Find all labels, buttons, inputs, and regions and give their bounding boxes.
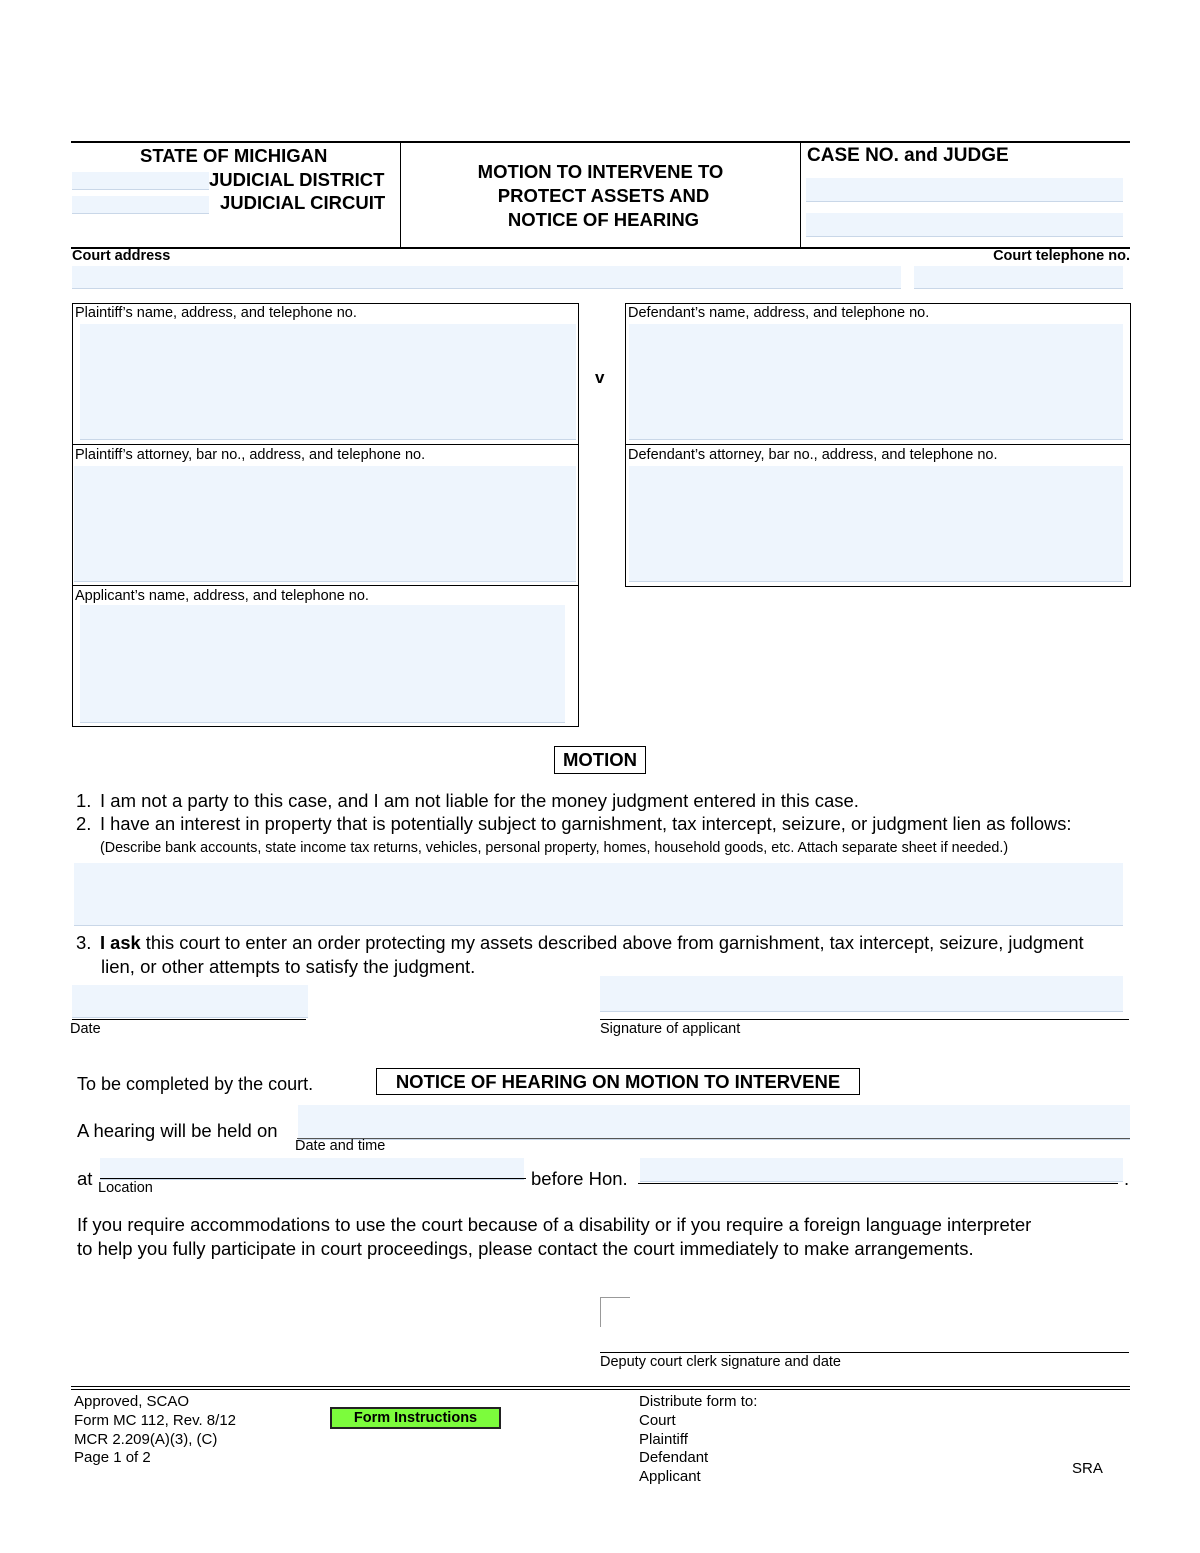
- location-label: Location: [98, 1180, 153, 1196]
- applicant-label: Applicant’s name, address, and telephone no.: [75, 588, 369, 604]
- form-title-line3: NOTICE OF HEARING: [507, 209, 700, 230]
- defendant-attorney-label: Defendant’s attorney, bar no., address, and telephone no.: [628, 447, 998, 463]
- defendant-box-divider: [625, 444, 1131, 445]
- court-telephone-label: Court telephone no.: [993, 248, 1130, 264]
- page-number: Page 1 of 2: [74, 1449, 151, 1466]
- distribute-court: Court: [639, 1412, 676, 1429]
- court-address-field[interactable]: [72, 266, 901, 289]
- accommodation-line2: to help you fully participate in court proceedings, please contact the court immediately to make arrangements.: [77, 1238, 974, 1259]
- notice-heading: NOTICE OF HEARING ON MOTION TO INTERVENE: [376, 1068, 860, 1095]
- plaintiff-attorney-label: Plaintiff’s attorney, bar no., address, and telephone no.: [75, 447, 426, 463]
- accommodation-line1: If you require accommodations to use the court because of a disability or if you require a foreign language interpreter: [77, 1214, 1032, 1235]
- clerk-signature-label: Deputy court clerk signature and date: [600, 1354, 841, 1370]
- location-field[interactable]: [100, 1158, 524, 1180]
- clerk-signature-box[interactable]: [600, 1297, 630, 1327]
- hearing-held-text: A hearing will be held on: [77, 1120, 278, 1141]
- before-hon-text: before Hon.: [531, 1168, 628, 1189]
- approved-scao: Approved, SCAO: [74, 1393, 190, 1410]
- form-number: Form MC 112, Rev. 8/12: [74, 1412, 236, 1429]
- item1-number: 1.: [76, 790, 92, 811]
- plaintiff-field[interactable]: [80, 324, 576, 440]
- date-time-label: Date and time: [295, 1138, 386, 1154]
- item3-text: [100, 932, 1084, 954]
- item3-line1: this court to enter an order protecting my assets described above from garnishment, tax intercept, seizure, judgment: [140, 932, 1084, 953]
- plaintiff-label: Plaintiff’s name, address, and telephone no.: [75, 305, 357, 321]
- item3-bold: I ask: [100, 932, 141, 953]
- form-title-line1: MOTION TO INTERVENE TO: [477, 161, 724, 182]
- date-field[interactable]: [72, 985, 308, 1018]
- district-field[interactable]: [72, 172, 209, 190]
- footer-rule-bottom: [71, 1389, 1130, 1390]
- state-of-michigan: STATE OF MICHIGAN: [140, 145, 328, 166]
- at-text: at: [77, 1168, 93, 1189]
- form-code: SRA: [1072, 1460, 1103, 1477]
- circuit-field[interactable]: [72, 196, 209, 214]
- plaintiff-box-divider2: [72, 585, 579, 586]
- form-instructions-button[interactable]: Form Instructions: [330, 1407, 501, 1429]
- assets-description-field[interactable]: [74, 863, 1123, 926]
- item1-text: I am not a party to this case, and I am not liable for the money judgment entered in this case.: [100, 790, 859, 811]
- court-address-label: Court address: [72, 248, 171, 264]
- hearing-date-time-field[interactable]: [298, 1105, 1130, 1140]
- court-telephone-field[interactable]: [914, 266, 1123, 289]
- case-no-judge-label: CASE NO. and JUDGE: [807, 145, 1009, 166]
- location-rule: [100, 1178, 526, 1179]
- applicant-field[interactable]: [80, 605, 565, 723]
- distribute-applicant: Applicant: [639, 1468, 701, 1485]
- footer-rule-top: [71, 1386, 1130, 1387]
- motion-heading: MOTION: [554, 746, 646, 774]
- signature-label: Signature of applicant: [600, 1021, 741, 1037]
- judge-name-field[interactable]: [640, 1158, 1123, 1182]
- plaintiff-attorney-field[interactable]: [74, 466, 576, 582]
- mcr-reference: MCR 2.209(A)(3), (C): [74, 1431, 218, 1448]
- header-bottom-rule: [71, 247, 1130, 249]
- distribute-title: Distribute form to:: [639, 1393, 758, 1410]
- period: .: [1124, 1168, 1130, 1189]
- signature-rule: [600, 1019, 1129, 1020]
- item3-number: 3.: [76, 932, 92, 953]
- hearing-date-rule: [297, 1138, 1130, 1139]
- judicial-district-label: JUDICIAL DISTRICT: [209, 169, 385, 190]
- item3-line2: lien, or other attempts to satisfy the judgment.: [101, 956, 476, 977]
- form-title-line2: PROTECT ASSETS AND: [497, 185, 710, 206]
- defendant-field[interactable]: [629, 324, 1123, 440]
- distribute-plaintiff: Plaintiff: [639, 1431, 688, 1448]
- plaintiff-box-divider1: [72, 444, 579, 445]
- judicial-circuit-label: JUDICIAL CIRCUIT: [220, 192, 386, 213]
- versus-label: v: [595, 368, 605, 387]
- item2-text: I have an interest in property that is potentially subject to garnishment, tax intercept, seizure, or judgment lien as follows:: [100, 813, 1072, 834]
- applicant-signature-field[interactable]: [600, 976, 1123, 1012]
- court-completion-note: To be completed by the court.: [77, 1074, 314, 1094]
- clerk-signature-rule: [600, 1352, 1129, 1353]
- item2-number: 2.: [76, 813, 92, 834]
- item2-note: (Describe bank accounts, state income tax returns, vehicles, personal property, homes, household goods, etc. Attach separate sheet if needed.): [100, 840, 1009, 856]
- date-label: Date: [70, 1021, 101, 1037]
- judge-name-rule: [638, 1183, 1118, 1184]
- distribute-defendant: Defendant: [639, 1449, 709, 1466]
- defendant-label: Defendant’s name, address, and telephone no.: [628, 305, 930, 321]
- defendant-attorney-field[interactable]: [629, 466, 1123, 582]
- date-rule: [72, 1019, 306, 1020]
- case-number-field[interactable]: [806, 178, 1123, 202]
- header-top-rule: [71, 141, 1130, 143]
- judge-field[interactable]: [806, 213, 1123, 237]
